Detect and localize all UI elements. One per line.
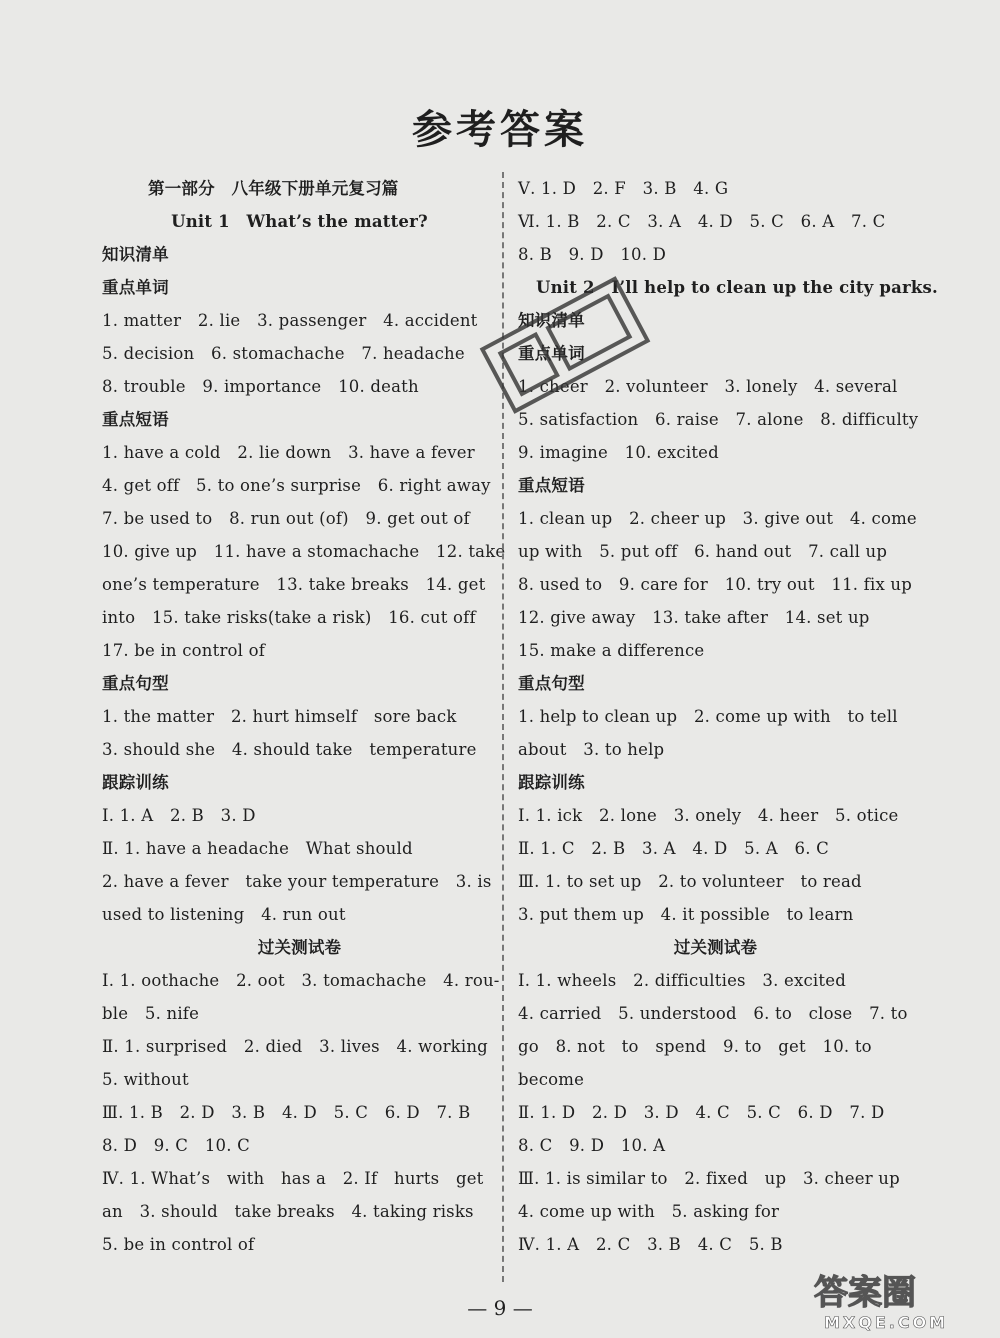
answer-line: 5. without — [102, 1070, 189, 1089]
answer-line: Ⅰ. 1. wheels 2. difficulties 3. excited — [518, 971, 846, 990]
answer-line: Ⅲ. 1. is similar to 2. fixed up 3. cheer up — [518, 1169, 900, 1188]
answer-line: 1. have a cold 2. lie down 3. have a fever — [102, 443, 475, 462]
answer-line: 10. give up 11. have a stomachache 12. take — [102, 542, 506, 561]
answer-line: Ⅰ. 1. oothache 2. oot 3. tomachache 4. rou- — [102, 971, 500, 990]
answer-line: Ⅳ. 1. A 2. C 3. B 4. C 5. B — [518, 1235, 783, 1254]
answer-line: 5. be in control of — [102, 1235, 255, 1254]
answer-line: ble 5. nife — [102, 1004, 200, 1023]
answer-line: go 8. not to spend 9. to get 10. to — [518, 1037, 872, 1056]
answer-line: into 15. take risks(take a risk) 16. cut off — [102, 608, 476, 627]
answer-line: 1. cheer 2. volunteer 3. lonely 4. several — [518, 377, 898, 396]
answer-line: become — [518, 1070, 585, 1089]
answer-line: up with 5. put off 6. hand out 7. call up — [518, 542, 888, 561]
section-heading: 重点短语 — [102, 410, 169, 429]
answers-right-column — [518, 172, 938, 1261]
section-heading: 知识清单 — [518, 311, 585, 330]
answer-line: Ⅰ. 1. A 2. B 3. D — [102, 806, 256, 825]
answer-line: 7. be used to 8. run out (of) 9. get out of — [102, 509, 470, 528]
section-heading: 跟踪训练 — [102, 773, 169, 792]
column-divider — [502, 172, 504, 1282]
answer-line: 1. clean up 2. cheer up 3. give out 4. come — [518, 509, 917, 528]
answer-line: 9. imagine 10. excited — [518, 443, 719, 462]
answer-line: Ⅱ. 1. surprised 2. died 3. lives 4. working — [102, 1037, 488, 1056]
answer-line: 1. the matter 2. hurt himself sore back — [102, 707, 457, 726]
answer-line: 5. satisfaction 6. raise 7. alone 8. difficulty — [518, 410, 919, 429]
answer-line: 5. decision 6. stomachache 7. headache — [102, 344, 465, 363]
section-heading: 知识清单 — [102, 245, 169, 264]
section-heading: 重点短语 — [518, 476, 585, 495]
page-number: — 9 — — [467, 1296, 533, 1320]
answer-line: Ⅲ. 1. B 2. D 3. B 4. D 5. C 6. D 7. B — [102, 1103, 471, 1122]
section-heading: 重点句型 — [102, 674, 169, 693]
answer-line: 3. put them up 4. it possible to learn — [518, 905, 854, 924]
answer-line: used to listening 4. run out — [102, 905, 346, 924]
section-heading: Unit 1 What’s the matter? — [171, 212, 428, 231]
answer-line: 8. trouble 9. importance 10. death — [102, 377, 419, 396]
watermark-url-text: MXQE.COM — [824, 1313, 949, 1332]
answer-line: 1. matter 2. lie 3. passenger 4. accident — [102, 311, 478, 330]
answer-line: Ⅲ. 1. to set up 2. to volunteer to read — [518, 872, 862, 891]
answer-line: an 3. should take breaks 4. taking risks — [102, 1202, 474, 1221]
answer-line: Ⅰ. 1. ick 2. lone 3. onely 4. heer 5. otice — [518, 806, 899, 825]
section-heading: 第一部分 八年级下册单元复习篇 — [148, 179, 399, 198]
answer-line: about 3. to help — [518, 740, 665, 759]
answer-line: 8. D 9. C 10. C — [102, 1136, 250, 1155]
answer-line: 8. used to 9. care for 10. try out 11. fix up — [518, 575, 912, 594]
section-heading: 过关测试卷 — [673, 938, 758, 957]
answer-line: 15. make a difference — [518, 641, 705, 660]
answer-line: Ⅵ. 1. B 2. C 3. A 4. D 5. C 6. A 7. C — [518, 212, 886, 231]
section-heading: Unit 2 I’ll help to clean up the city parks. — [536, 278, 938, 297]
answer-line: 4. come up with 5. asking for — [518, 1202, 780, 1221]
section-heading: 重点句型 — [518, 674, 585, 693]
answer-line: 17. be in control of — [102, 641, 266, 660]
section-heading: 过关测试卷 — [257, 938, 342, 957]
watermark-logo-text: 答案圈 — [814, 1273, 916, 1313]
answer-line: Ⅴ. 1. D 2. F 3. B 4. G — [518, 179, 729, 198]
answer-line: Ⅱ. 1. C 2. B 3. A 4. D 5. A 6. C — [518, 839, 829, 858]
answer-line: 2. have a fever take your temperature 3. is — [102, 872, 492, 891]
answer-line: 8. B 9. D 10. D — [518, 245, 667, 264]
answer-line: Ⅳ. 1. What’s with has a 2. If hurts get — [102, 1169, 484, 1188]
section-heading: 重点单词 — [518, 344, 585, 363]
section-heading: 跟踪训练 — [518, 773, 585, 792]
answer-line: 3. should she 4. should take temperature — [102, 740, 477, 759]
answer-line: Ⅱ. 1. have a headache What should — [102, 839, 413, 858]
answer-line: 1. help to clean up 2. come up with to tell — [518, 707, 898, 726]
answer-line: 4. get off 5. to one’s surprise 6. right away — [102, 476, 491, 495]
answer-line: Ⅱ. 1. D 2. D 3. D 4. C 5. C 6. D 7. D — [518, 1103, 885, 1122]
section-heading: 重点单词 — [102, 278, 169, 297]
answer-line: 8. C 9. D 10. A — [518, 1136, 666, 1155]
page-title: 参考答案 — [412, 107, 588, 153]
answer-line: 12. give away 13. take after 14. set up — [518, 608, 870, 627]
answers-left-column — [102, 172, 506, 1261]
answer-line: one’s temperature 13. take breaks 14. get — [102, 575, 486, 594]
answer-line: 4. carried 5. understood 6. to close 7. to — [518, 1004, 908, 1023]
